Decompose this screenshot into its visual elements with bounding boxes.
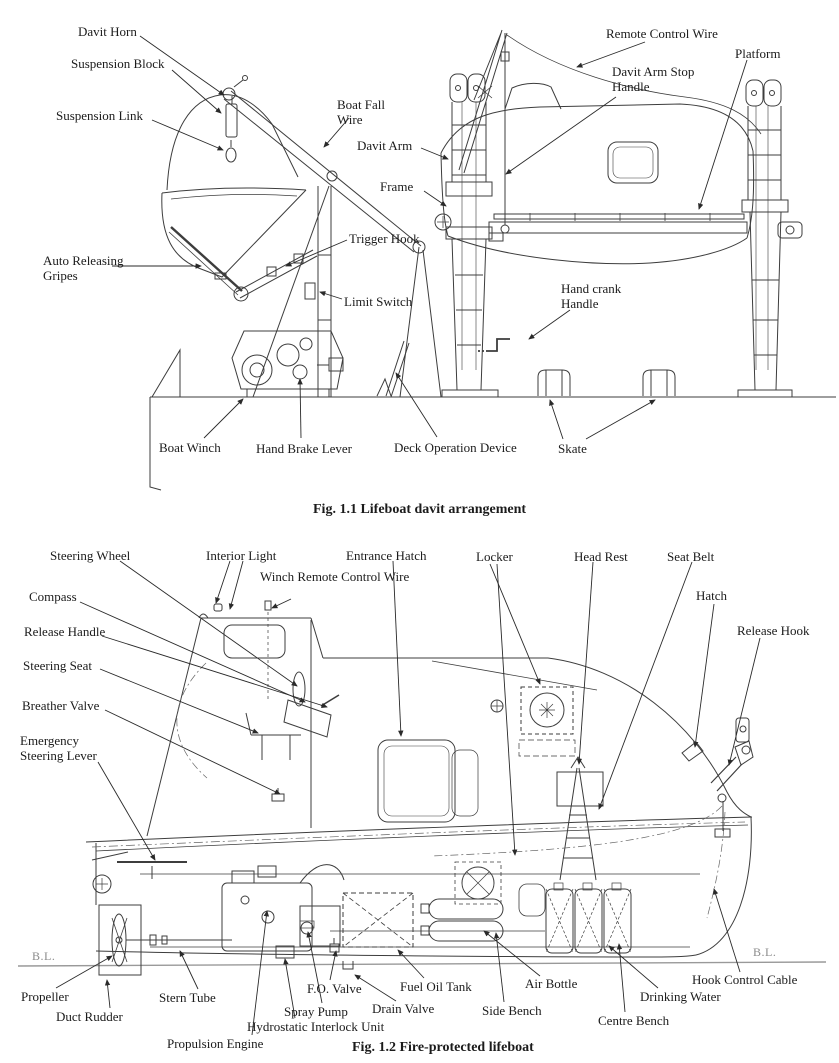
label-propulsion-engine: Propulsion Engine [167, 1036, 264, 1051]
fig2-caption: Fig. 1.2 Fire-protected lifeboat [352, 1040, 534, 1055]
label-skate: Skate [558, 441, 587, 456]
label-interior-light: Interior Light [206, 548, 277, 563]
label-suspension-link: Suspension Link [56, 108, 144, 123]
label-fuel-oil-tank: Fuel Oil Tank [400, 979, 472, 994]
label-deck-operation-device: Deck Operation Device [394, 440, 517, 455]
label-side-bench: Side Bench [482, 1003, 542, 1018]
label-boat-winch: Boat Winch [159, 440, 221, 455]
label-emergency-steering-lever: Emergency Steering Lever [20, 733, 97, 764]
label-boat-fall-wire: Boat Fall Wire [337, 97, 386, 128]
label-limit-switch: Limit Switch [344, 294, 413, 309]
label-locker: Locker [476, 549, 513, 564]
fig1-caption: Fig. 1.1 Lifeboat davit arrangement [313, 502, 527, 517]
label-drinking-water: Drinking Water [640, 989, 721, 1004]
label-steering-wheel: Steering Wheel [50, 548, 131, 563]
label-hydrostatic-interlock-unit: Hydrostatic Interlock Unit [247, 1019, 385, 1034]
label-breather-valve: Breather Valve [22, 698, 100, 713]
label-drain-valve: Drain Valve [372, 1001, 435, 1016]
label-release-handle: Release Handle [24, 624, 106, 639]
label-head-rest: Head Rest [574, 549, 628, 564]
label-seat-belt: Seat Belt [667, 549, 715, 564]
label-suspension-block: Suspension Block [71, 56, 165, 71]
label-platform: Platform [735, 46, 781, 61]
label-steering-seat: Steering Seat [23, 658, 92, 673]
label-entrance-hatch: Entrance Hatch [346, 548, 427, 563]
label-trigger-hook: Trigger Hook [349, 231, 420, 246]
label-auto-releasing-gripes: Auto Releasing Gripes [43, 253, 124, 284]
fig2-lifeboat [18, 601, 826, 975]
label-spray-pump: Spray Pump [284, 1004, 348, 1019]
label-stern-tube: Stern Tube [159, 990, 216, 1005]
label-davit-horn: Davit Horn [78, 24, 137, 39]
label-centre-bench: Centre Bench [598, 1013, 670, 1028]
label-air-bottle: Air Bottle [525, 976, 578, 991]
label-baseline-right: B.L. [753, 945, 777, 959]
label-frame: Frame [380, 179, 414, 194]
label-release-hook: Release Hook [737, 623, 810, 638]
label-propeller: Propeller [21, 989, 69, 1004]
label-davit-arm: Davit Arm [357, 138, 413, 153]
label-duct-rudder: Duct Rudder [56, 1009, 123, 1024]
label-hand-brake-lever: Hand Brake Lever [256, 441, 353, 456]
label-hook-control-cable: Hook Control Cable [692, 972, 798, 987]
label-davit-arm-stop-handle: Davit Arm Stop Handle [612, 64, 695, 95]
fig1-right-view [372, 30, 836, 397]
label-baseline-left: B.L. [32, 949, 56, 963]
label-remote-control-wire: Remote Control Wire [606, 26, 718, 41]
label-fo-valve: F.O. Valve [307, 981, 362, 996]
label-compass: Compass [29, 589, 77, 604]
label-hand-crank-handle: Hand crank Handle [561, 281, 622, 312]
label-winch-remote-control-wire: Winch Remote Control Wire [260, 569, 410, 584]
label-hatch: Hatch [696, 588, 728, 603]
